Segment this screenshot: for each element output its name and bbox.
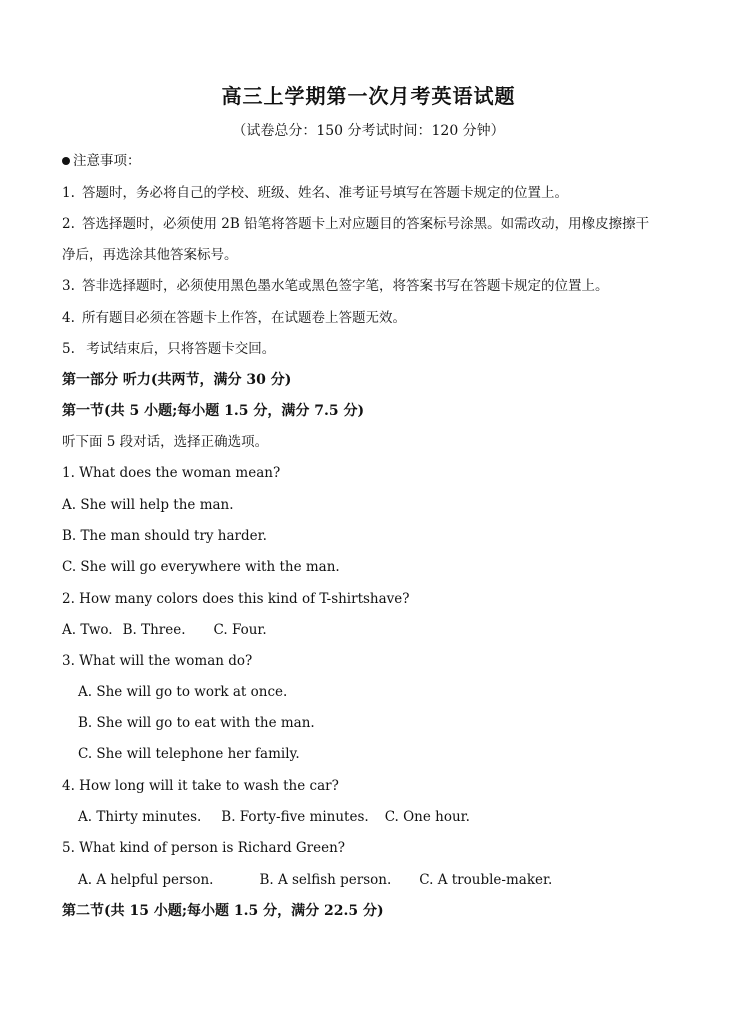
section2-heading: 第二节(共 15 小题;每小题 1.5 分，满分 22.5 分) (62, 903, 384, 919)
section1-instruction: 听下面 5 段对话，选择正确选项。 (62, 434, 269, 450)
q4-options (78, 808, 470, 826)
q5-option-a: A. A helpful person. (78, 872, 214, 888)
question-1: 1. What does the woman mean? (62, 465, 281, 481)
q5-options (78, 871, 552, 889)
bullet-icon (62, 157, 70, 165)
section1-heading: 第一节(共 5 小题;每小题 1.5 分，满分 7.5 分) (62, 403, 365, 419)
q4-option-a: A. Thirty minutes. (78, 809, 202, 825)
q3-option-a: A. She will go to work at once. (78, 684, 288, 700)
q3-option-c: C. She will telephone her family. (78, 746, 300, 762)
note-item-continuation: 净后，再选涂其他答案标号。 (62, 247, 238, 263)
q1-option-c: C. She will go everywhere with the man. (62, 559, 340, 575)
question-2: 2. How many colors does this kind of T-shirtshave? (62, 591, 410, 607)
q4-option-b: B. Forty-five minutes. (221, 809, 369, 825)
page-title: 高三上学期第一次月考英语试题 (221, 84, 516, 108)
question-5: 5. What kind of person is Richard Green? (62, 840, 346, 856)
q3-option-b: B. She will go to eat with the man. (78, 715, 315, 731)
note-item: 4. 所有题目必须在答题卡上作答，在试题卷上答题无效。 (62, 310, 406, 326)
q1-option-a: A. She will help the man. (62, 497, 234, 513)
page-subtitle: （试卷总分：150 分考试时间：120 分钟） (232, 123, 505, 139)
q2-option-c: C. Four. (213, 622, 267, 638)
part1-heading: 第一部分 听力(共两节，满分 30 分) (62, 372, 292, 388)
note-item: 3. 答非选择题时，必须使用黑色墨水笔或黑色签字笔，将答案书写在答题卡规定的位置上。 (62, 278, 609, 294)
note-item: 5. 考试结束后，只将答题卡交回。 (62, 341, 276, 357)
q1-option-b: B. The man should try harder. (62, 528, 267, 544)
notes-heading: 注意事项： (62, 152, 141, 170)
question-3: 3. What will the woman do? (62, 653, 253, 669)
q5-option-b: B. A selfish person. (259, 872, 392, 888)
q4-option-c: C. One hour. (384, 809, 470, 825)
question-4: 4. How long will it take to wash the car? (62, 778, 339, 794)
note-item: 2. 答选择题时，必须使用 2B 铅笔将答题卡上对应题目的答案标号涂黑。如需改动，用橡皮擦擦干 (62, 216, 650, 232)
q2-option-a: A. Two. (62, 622, 113, 638)
note-item: 1. 答题时，务必将自己的学校、班级、姓名、准考证号填写在答题卡规定的位置上。 (62, 185, 568, 201)
q2-options (62, 621, 267, 639)
q2-option-b: B. Three. (122, 622, 186, 638)
q5-option-c: C. A trouble-maker. (419, 872, 553, 888)
